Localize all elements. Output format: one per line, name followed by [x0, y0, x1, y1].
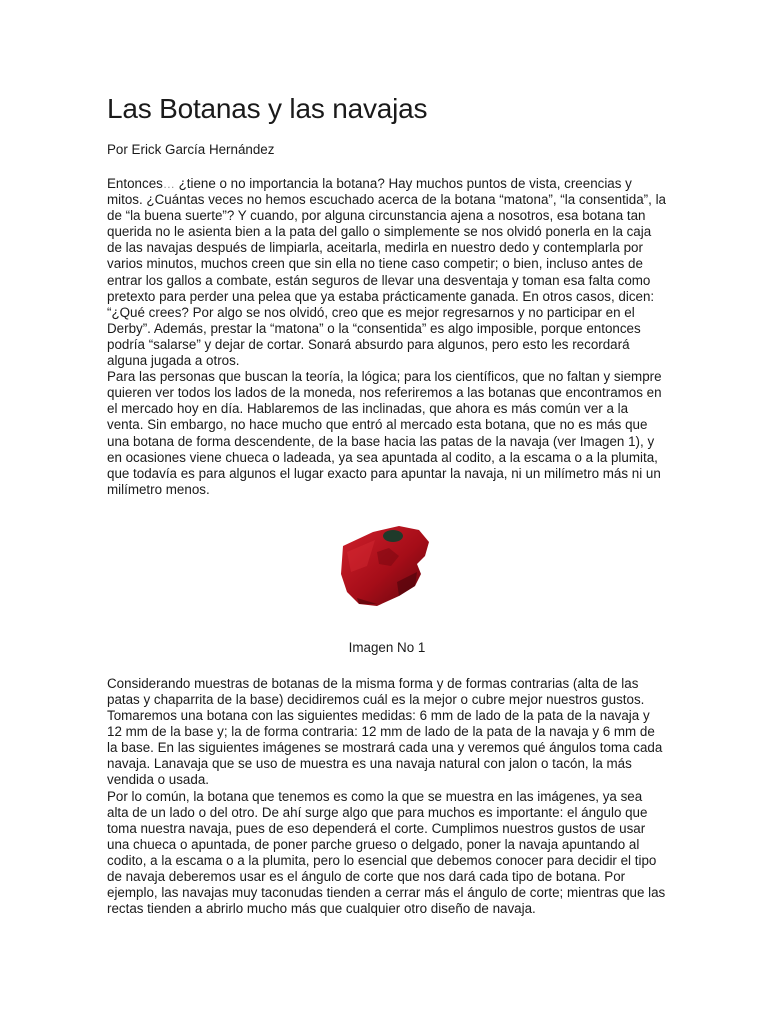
paragraph-1-text: ¿tiene o no importancia la botana? Hay muchos puntos de vista, creencias y mitos. ¿Cuántas veces no hemos escuchado acerca de la botana “matona”, “la consentida”, la de “la buena suerte”? Y cuando, por alguna circunstancia ajena a nosotros, esa botana tan querida no le asienta bien a la pata del gallo o simplemente se nos olvidó ponerla en la caja de las navajas después de limpiarla, aceitarla, medirla en nuestro dedo y contemplarla por varios minutos, muchos creen que sin ella no tiene caso competir; o bien, incluso antes de entrar los gallos a combate, están seguros de llevar una desventaja y toman esa falta como pretexto para perder una pelea que ya estaba prácticamente ganada. En otros casos, dicen: “¿Qué crees? Por algo se nos olvidó, creo que es mejor regresarnos y no participar en el Derby”. Además, prestar la “matona” o la “consentida” es algo imposible, porque entonces podría “salarse” y dejar de cortar. Sonará absurdo para algunos, pero esto les recordará alguna jugada a otros.	[107, 176, 666, 369]
paragraph-2: Para las personas que buscan la teoría, la lógica; para los científicos, que no faltan y siempre quieren ver todos los lados de la moneda, nos referiremos a las botanas que encontramos en el mercado hoy en día. Hablaremos de las inclinadas, que ahora es más común ver a la venta. Sin embargo, no hace mucho que entró al mercado esta botana, que no es más que una botana de forma descendente, de la base hacia las patas de la navaja (ver Imagen 1), y en ocasiones viene chueca o ladeada, ya sea apuntada al codito, a la escama o a la plumita, que todavía es para algunos el lugar exacto para apuntar la navaja, ni un milímetro más ni un milímetro menos.	[107, 369, 662, 497]
botana-image	[337, 522, 437, 612]
text-block-intro	[107, 176, 667, 498]
page-title: Las Botanas y las navajas	[107, 93, 428, 124]
paragraph-1-lead: Entonces	[107, 176, 163, 191]
paragraph-4: Por lo común, la botana que tenemos es como la que se muestra en las imágenes, ya sea alta de un lado o del otro. De ahí surge algo que para muchos es importante: el ángulo que toma nuestra navaja, pues de eso dependerá el corte. Cumplimos nuestros gustos de usar una chueca o apuntada, de poner parche grueso o delgado, poner la navaja apuntando al codito, a la escama o a la plumita, pero lo esencial que debemos conocer para decidir el tipo de navaja deberemos usar es el ángulo de corte que nos dará cada tipo de botana. Por ejemplo, las navajas muy taconudas tienden a cerrar más el ángulo de corte; mientras que las rectas tienden a abrirlo mucho más que cualquier otro diseño de navaja.	[107, 788, 666, 917]
author-byline: Por Erick García Hernández	[107, 142, 275, 157]
text-block-analysis	[107, 676, 667, 917]
figure-caption: Imagen No 1	[348, 639, 426, 655]
paragraph-1	[107, 176, 667, 369]
paragraph-3: Considerando muestras de botanas de la misma forma y de formas contrarias (alta de las patas y chaparrita de la base) decidiremos cuál es la mejor o cubre mejor nuestros gustos. Tomaremos una botana con las siguientes medidas: 6 mm de lado de la pata de la navaja y 12 mm de la base y; la de forma contraria: 12 mm de lado de la pata de la navaja y 6 mm de la base. En las siguientes imágenes se mostrará cada una y veremos qué ángulos toma cada navaja. Lanavaja que se uso de muestra es una navaja natural con jalon o tacón, la más vendida o usada.	[107, 675, 663, 788]
document-page	[107, 92, 667, 917]
figure-imagen-1	[107, 522, 667, 656]
ellipsis-mark: …	[162, 177, 175, 191]
